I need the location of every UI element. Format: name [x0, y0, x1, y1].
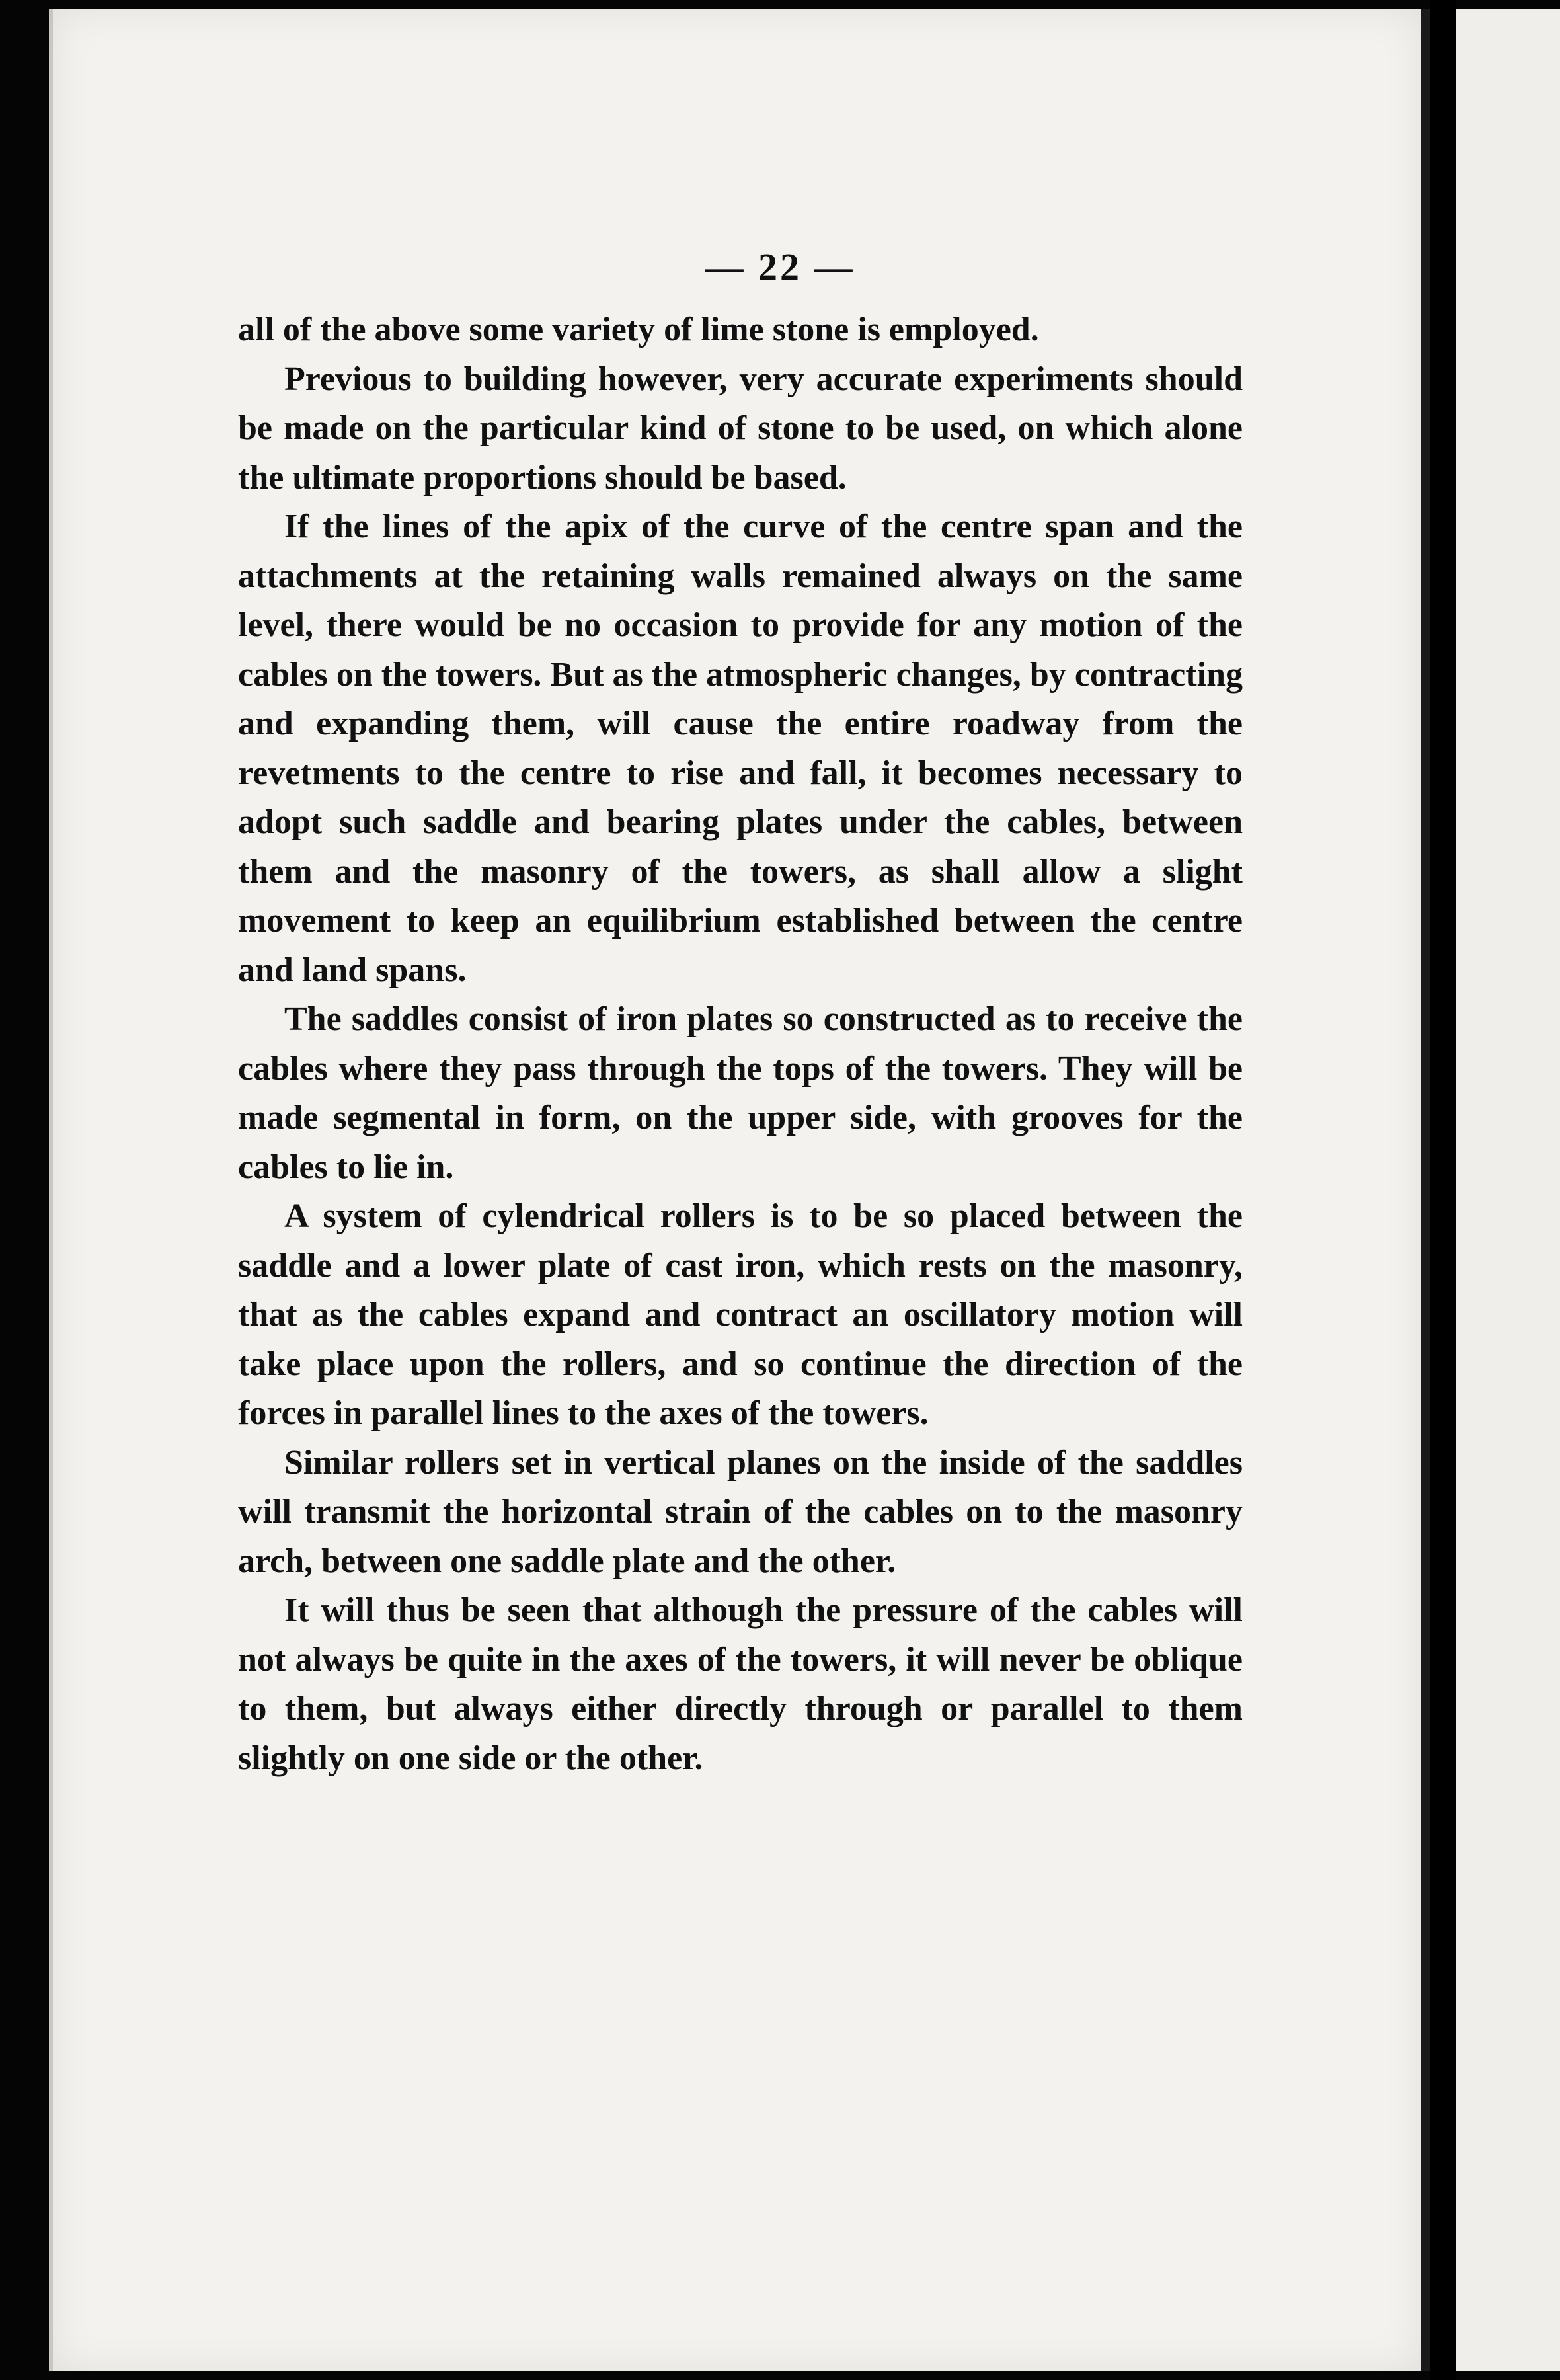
paragraph-cable-motion: If the lines of the apix of the curve of the centre span and the attachments at the retaining walls remained always on the same level, there would be no occasion to provide for any motion of the cables on the towers. But as the atmospheric changes, by contracting and expanding them, will cause the entire roadway from the revetments to the centre to rise and fall, it becomes necessary to adopt such saddle and bearing plates under the cables, between them and the masonry of the towers, as shall allow a slight movement to keep an equilibrium established between the centre and land spans. — [238, 508, 1243, 989]
paragraph-pressure: It will thus be seen that although the pressure of the cables will not always be quite in the axes of the towers, it will never be oblique to them, but always either directly through or parallel to them slightly on one side or the other. — [238, 1591, 1243, 1777]
adjacent-page-edge — [1456, 9, 1560, 2371]
binding-shadow — [1430, 0, 1456, 2380]
page-gutter — [1421, 9, 1430, 2371]
body-text — [238, 305, 1243, 1783]
page-number: — 22 — — [705, 245, 855, 288]
paragraph-rollers: A system of cylendrical rollers is to be so placed between the saddle and a lower plate of cast iron, which rests on the masonry, that as the cables expand and contract an oscillatory motion will take place upon the rollers, and so continue the direction of the forces in parallel lines to the axes of the towers. — [238, 1197, 1243, 1432]
paragraph-saddles: The saddles consist of iron plates so constructed as to receive the cables where they pass through the tops of the towers. They will be made segmental in form, on the upper side, with grooves for the cables to lie in. — [238, 1000, 1243, 1186]
paragraph-vertical-rollers: Similar rollers set in vertical planes on the inside of the saddles will transmit the horizontal strain of the cables on to the masonry arch, between one saddle plate and the other. — [238, 1443, 1243, 1580]
paragraph-continuation: all of the above some variety of lime stone is employed. — [238, 311, 1039, 348]
paragraph-experiments: Previous to building however, very accurate experiments should be made on the particular kind of stone to be used, on which alone the ultimate proportions should be based. — [238, 360, 1243, 496]
